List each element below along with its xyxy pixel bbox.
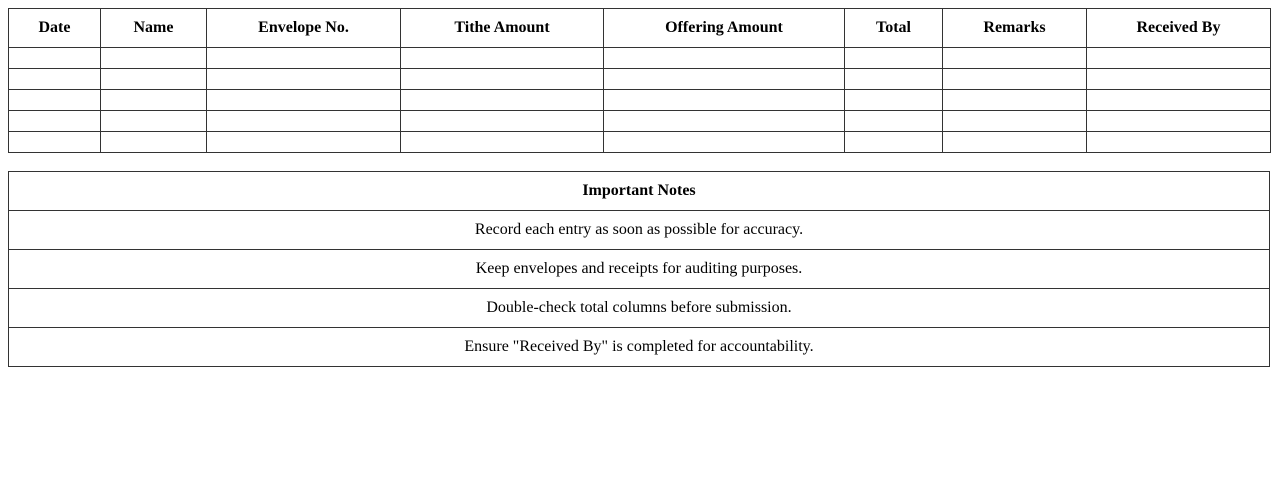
table-cell[interactable]: [401, 69, 604, 90]
table-cell[interactable]: [101, 132, 207, 153]
table-cell[interactable]: [9, 132, 101, 153]
table-row: [9, 132, 1271, 153]
table-row: [9, 69, 1271, 90]
table-cell[interactable]: [943, 90, 1087, 111]
table-cell[interactable]: [845, 132, 943, 153]
table-cell[interactable]: [943, 111, 1087, 132]
column-header-offering-amount: Offering Amount: [604, 9, 845, 48]
note-row: [9, 289, 1270, 328]
notes-header-row: [9, 172, 1270, 211]
column-header-remarks: Remarks: [943, 9, 1087, 48]
table-cell[interactable]: [1087, 69, 1271, 90]
important-notes-table: [8, 171, 1270, 367]
table-cell[interactable]: [604, 132, 845, 153]
table-cell[interactable]: [1087, 132, 1271, 153]
table-cell[interactable]: [207, 48, 401, 69]
column-header-date: Date: [9, 9, 101, 48]
note-item: Record each entry as soon as possible for accuracy.: [9, 211, 1270, 250]
table-cell[interactable]: [845, 90, 943, 111]
note-item: Ensure "Received By" is completed for accountability.: [9, 328, 1270, 367]
table-cell[interactable]: [9, 69, 101, 90]
column-header-received-by: Received By: [1087, 9, 1271, 48]
table-cell[interactable]: [1087, 111, 1271, 132]
table-cell[interactable]: [9, 90, 101, 111]
table-cell[interactable]: [207, 132, 401, 153]
table-cell[interactable]: [401, 48, 604, 69]
table-cell[interactable]: [401, 90, 604, 111]
table-row: [9, 111, 1271, 132]
table-cell[interactable]: [101, 48, 207, 69]
note-item: Double-check total columns before submission.: [9, 289, 1270, 328]
table-cell[interactable]: [207, 69, 401, 90]
note-row: [9, 211, 1270, 250]
table-cell[interactable]: [101, 111, 207, 132]
page-content: [8, 8, 1270, 367]
table-cell[interactable]: [845, 48, 943, 69]
table-cell[interactable]: [1087, 48, 1271, 69]
table-cell[interactable]: [9, 111, 101, 132]
table-cell[interactable]: [401, 111, 604, 132]
column-header-tithe-amount: Tithe Amount: [401, 9, 604, 48]
table-cell[interactable]: [207, 90, 401, 111]
table-cell[interactable]: [207, 111, 401, 132]
table-cell[interactable]: [845, 69, 943, 90]
table-cell[interactable]: [604, 48, 845, 69]
note-item: Keep envelopes and receipts for auditing purposes.: [9, 250, 1270, 289]
table-cell[interactable]: [604, 90, 845, 111]
table-cell[interactable]: [101, 90, 207, 111]
table-cell[interactable]: [9, 48, 101, 69]
column-header-total: Total: [845, 9, 943, 48]
note-row: [9, 250, 1270, 289]
table-cell[interactable]: [943, 69, 1087, 90]
table-cell[interactable]: [943, 132, 1087, 153]
column-header-name: Name: [101, 9, 207, 48]
table-cell[interactable]: [1087, 90, 1271, 111]
table-cell[interactable]: [604, 111, 845, 132]
table-row: [9, 90, 1271, 111]
ledger-header-row: [9, 9, 1271, 48]
table-cell[interactable]: [845, 111, 943, 132]
table-cell[interactable]: [401, 132, 604, 153]
table-row: [9, 48, 1271, 69]
table-cell[interactable]: [943, 48, 1087, 69]
table-cell[interactable]: [604, 69, 845, 90]
table-cell[interactable]: [101, 69, 207, 90]
note-row: [9, 328, 1270, 367]
column-header-envelope-no: Envelope No.: [207, 9, 401, 48]
tithe-ledger-table: [8, 8, 1271, 153]
notes-title: Important Notes: [9, 172, 1270, 211]
